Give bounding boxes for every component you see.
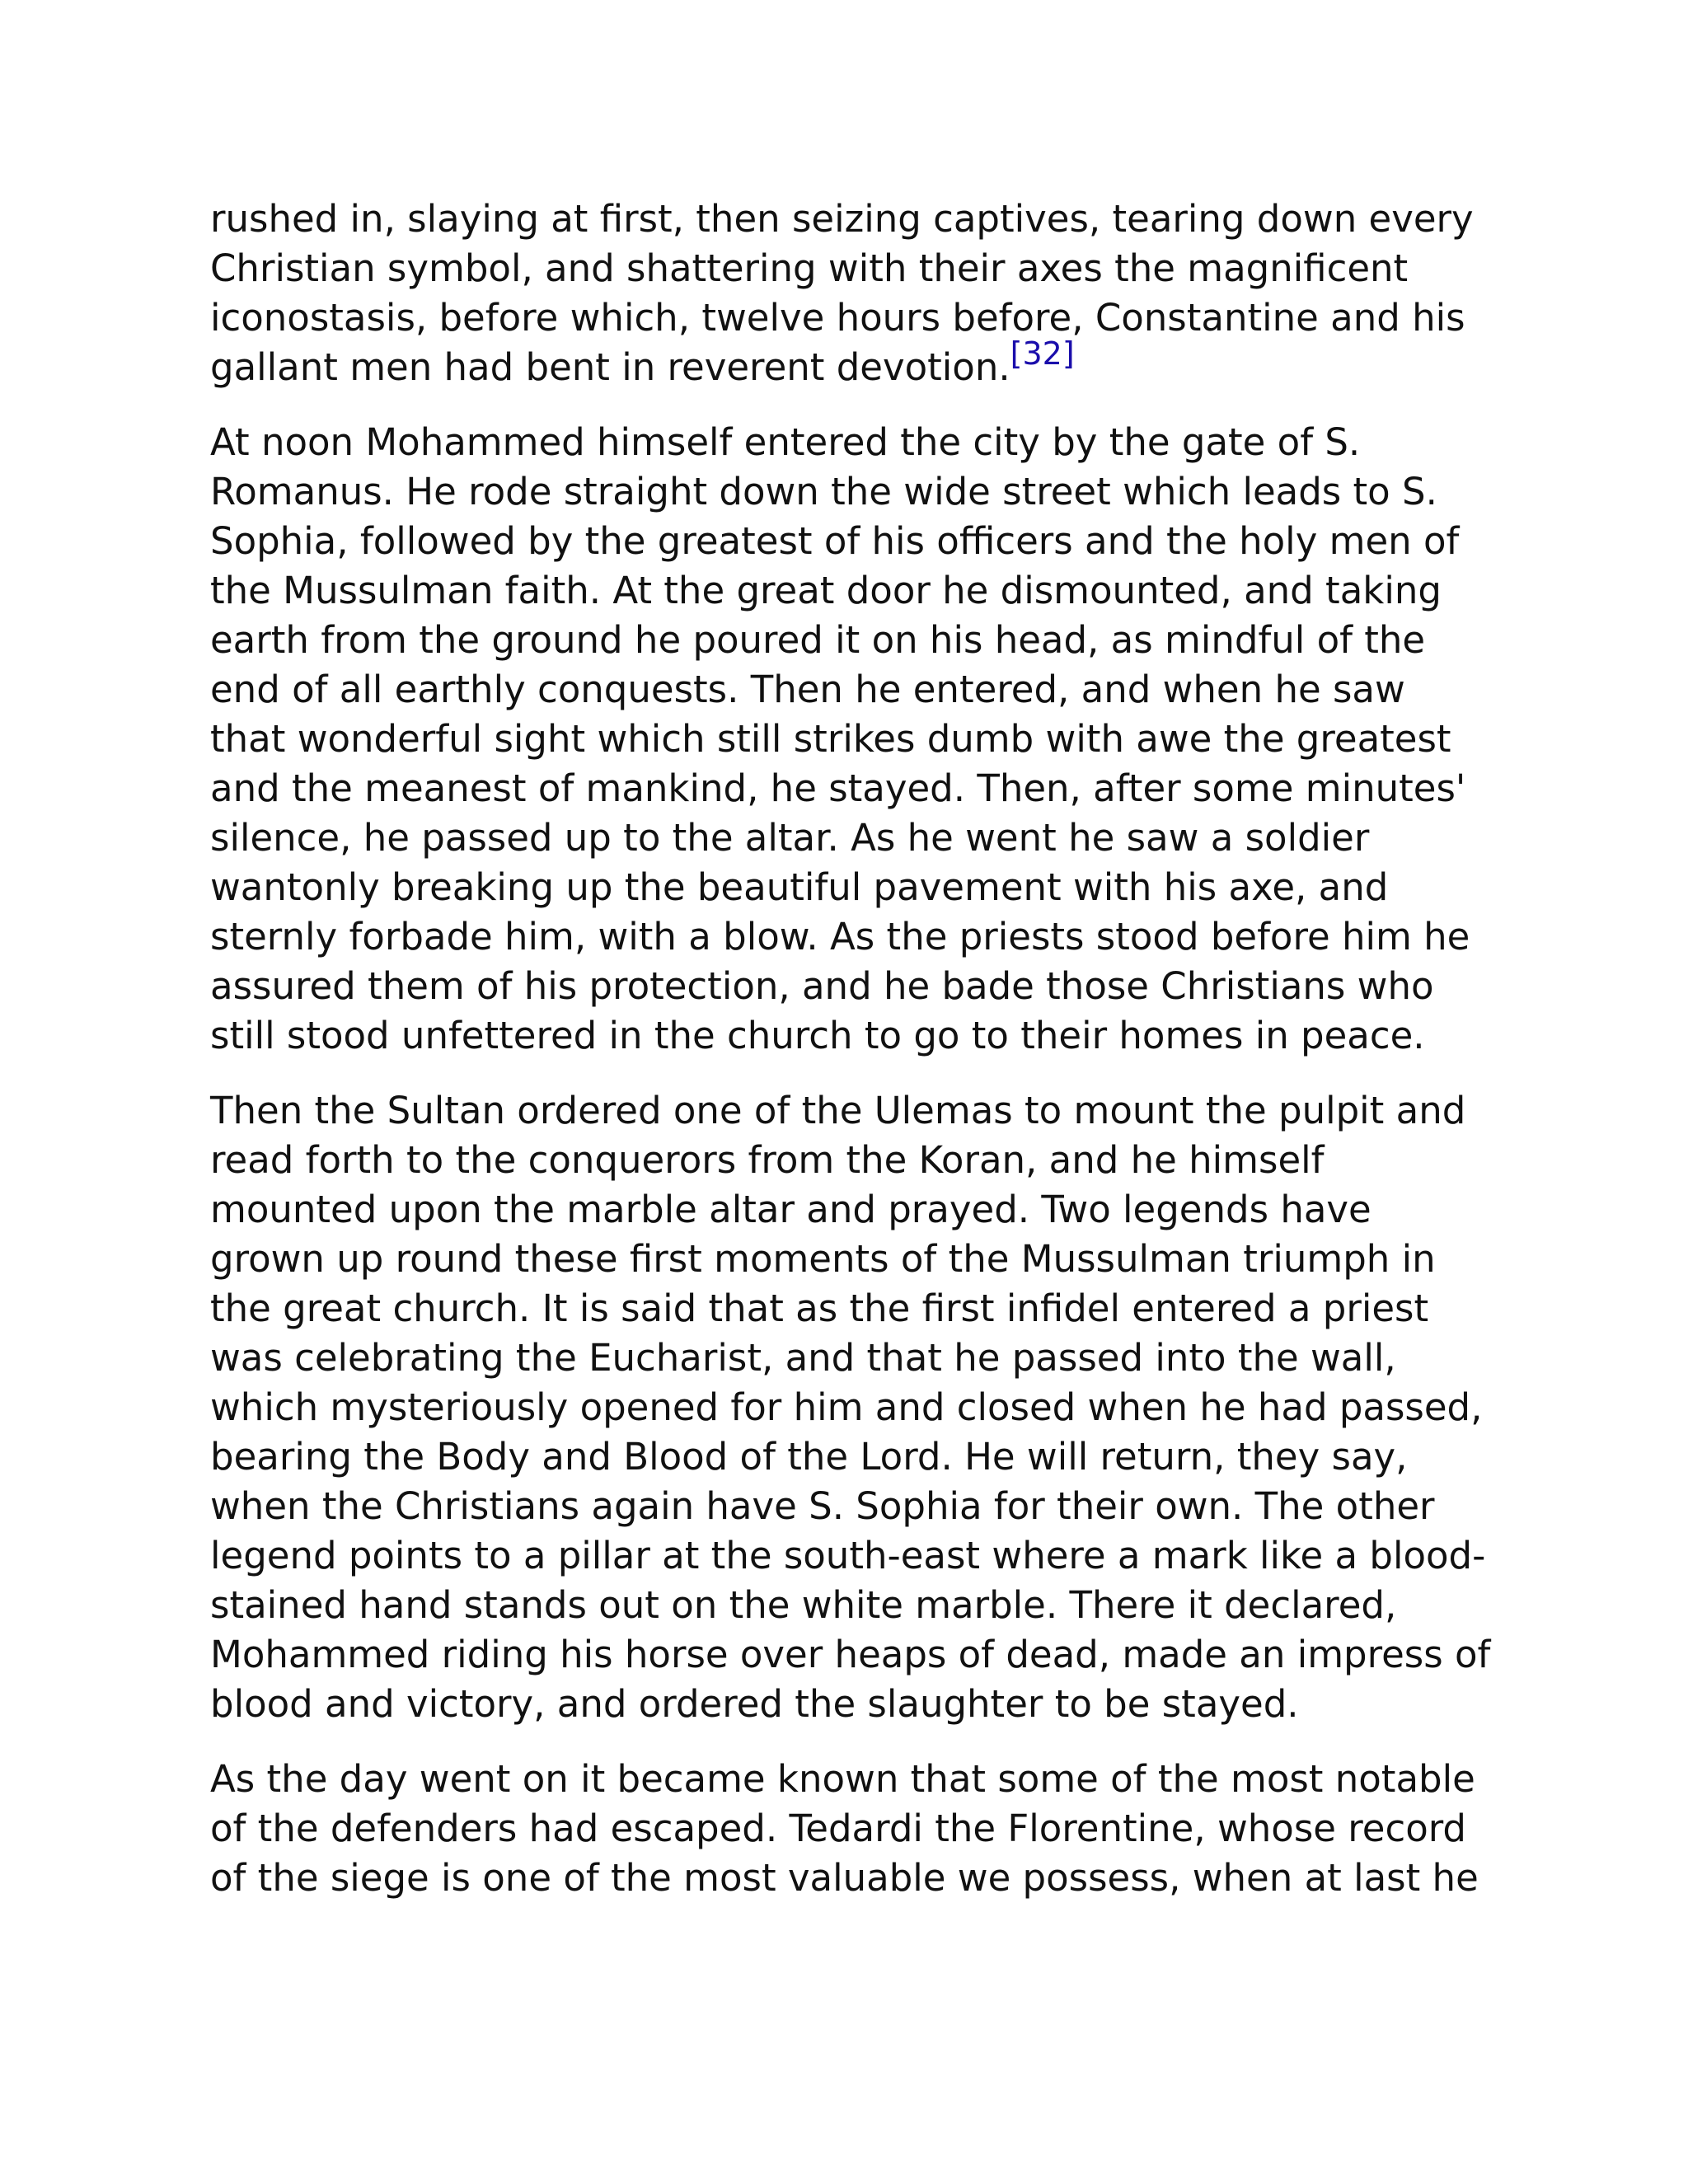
text-line: of the siege is one of the most valuable we possess, when at last he [210,1856,1479,1900]
paragraph-2 [210,418,1496,1061]
text-line: stained hand stands out on the white marble. There it declared, [210,1583,1397,1627]
text-line: Sophia, followed by the greatest of his officers and the holy men of [210,519,1460,563]
text-line: At noon Mohammed himself entered the city by the gate of S. [210,420,1361,464]
text-line: wantonly breaking up the beautiful pavement with his axe, and [210,865,1389,909]
text-line: legend points to a pillar at the south-east where a mark like a blood- [210,1534,1486,1577]
text-line: the Mussulman faith. At the great door he dismounted, and taking [210,569,1442,612]
footnote-link-32[interactable]: [32] [1010,335,1075,372]
paragraph-4 [210,1755,1496,1903]
text-line: end of all earthly conquests. Then he entered, and when he saw [210,668,1405,711]
paragraph-3 [210,1086,1496,1729]
text-line: bearing the Body and Blood of the Lord. He will return, they say, [210,1435,1408,1479]
text-line-with-footnote [210,335,1496,392]
paragraph-1 [210,194,1496,392]
text-line: silence, he passed up to the altar. As he went he saw a soldier [210,816,1370,860]
text-line: when the Christians again have S. Sophia for their own. The other [210,1484,1435,1528]
text-line: still stood unfettered in the church to go to their homes in peace. [210,1014,1425,1057]
text-line: blood and victory, and ordered the slaughter to be stayed. [210,1682,1299,1726]
text-line: Then the Sultan ordered one of the Ulemas to mount the pulpit and [210,1089,1466,1132]
text-line: gallant men had bent in reverent devotion. [210,345,1010,389]
text-line: mounted upon the marble altar and prayed. Two legends have [210,1188,1372,1231]
text-line: sternly forbade him, with a blow. As the priests stood before him he [210,915,1470,958]
text-line: the great church. It is said that as the first infidel entered a priest [210,1286,1429,1330]
text-line: assured them of his protection, and he bade those Christians who [210,964,1434,1008]
text-line: read forth to the conquerors from the Koran, and he himself [210,1138,1325,1182]
text-line: and the meanest of mankind, he stayed. Then, after some minutes' [210,766,1466,810]
text-line: earth from the ground he poured it on his head, as mindful of the [210,618,1426,662]
text-line: grown up round these first moments of the Mussulman triumph in [210,1237,1436,1281]
document-page [210,194,1496,1929]
text-line: Mohammed riding his horse over heaps of dead, made an impress of [210,1633,1491,1676]
text-line: rushed in, slaying at first, then seizing captives, tearing down every [210,197,1474,241]
text-line: which mysteriously opened for him and closed when he had passed, [210,1385,1483,1429]
text-line: iconostasis, before which, twelve hours before, Constantine and his [210,296,1465,340]
text-line: As the day went on it became known that some of the most notable [210,1757,1475,1801]
text-line: was celebrating the Eucharist, and that he passed into the wall, [210,1336,1396,1380]
text-line: Romanus. He rode straight down the wide street which leads to S. [210,470,1437,513]
text-line: of the defenders had escaped. Tedardi the Florentine, whose record [210,1807,1467,1850]
text-line: Christian symbol, and shattering with their axes the magnificent [210,246,1409,290]
text-line: that wonderful sight which still strikes dumb with awe the greatest [210,717,1451,761]
